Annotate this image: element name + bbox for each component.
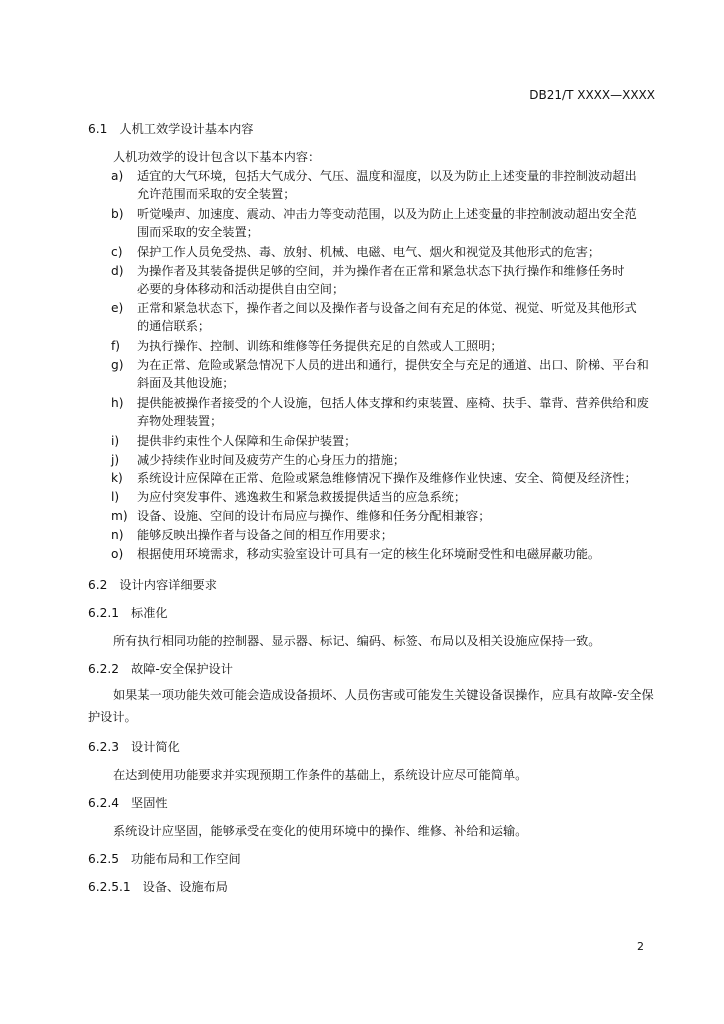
list-item	[111, 243, 600, 260]
section-6-2-1-body: 所有执行相同功能的控制器、显示器、标记、编码、标签、布局以及相关设施应保持一致。	[113, 634, 601, 648]
list-item-text: 正常和紧急状态下，操作者之间以及操作者与设备之间有充足的体觉、视觉、听觉及其他形式	[137, 301, 637, 316]
section-6-1-intro: 人机功效学的设计包含以下基本内容：	[113, 150, 321, 164]
list-item-label: m)	[111, 509, 128, 524]
list-item	[111, 299, 637, 334]
list-item	[111, 451, 405, 468]
section-title: 人机工效学设计基本内容	[119, 122, 254, 136]
section-6-2-4-body: 系统设计应坚固，能够承受在变化的使用环境中的操作、维修、补给和运输。	[113, 824, 528, 838]
section-6-2-5-heading	[88, 850, 241, 867]
section-6-2-2-heading	[88, 660, 233, 677]
list-item-label: a)	[111, 169, 124, 183]
list-item-label: d)	[111, 263, 124, 278]
list-item-label: h)	[111, 395, 124, 410]
section-title: 故障-安全保护设计	[131, 662, 233, 676]
list-item	[111, 507, 490, 524]
list-item	[111, 432, 356, 449]
section-number: 6.2.5	[88, 852, 120, 866]
section-title: 设计内容详细要求	[119, 578, 217, 592]
section-title: 功能布局和工作空间	[131, 852, 241, 866]
list-item-text: 根据使用环境需求，移动实验室设计可具有一定的核生化环境耐受性和电磁屏蔽功能。	[137, 547, 601, 561]
page-number: 2	[637, 940, 644, 953]
list-item	[111, 356, 649, 390]
list-item-text: 设备、设施、空间的设计布局应与操作、维修和任务分配相兼容；	[137, 509, 491, 524]
list-item-text: 为应付突发事件、逃逸救生和紧急救援提供适当的应急系统；	[137, 490, 467, 505]
list-item-label: b)	[111, 206, 124, 221]
list-item-label: g)	[111, 358, 124, 372]
section-6-2-5-1-heading	[88, 878, 228, 895]
section-title: 设备、设施布局	[142, 880, 228, 894]
list-item-text: 提供能被操作者接受的个人设施，包括人体支撑和约束装置、座椅、扶手、靠背、营养供给和废	[137, 395, 649, 410]
list-item-label: n)	[111, 528, 124, 543]
section-number: 6.2	[88, 578, 108, 592]
section-6-2-1-heading	[88, 604, 168, 621]
section-number: 6.2.5.1	[88, 880, 131, 894]
list-item	[111, 262, 625, 296]
list-item	[111, 545, 600, 562]
list-item-text: 能够反映出操作者与设备之间的相互作用要求；	[137, 528, 393, 543]
list-item-text: 听觉噪声、加速度、震动、冲击力等变动范围，以及为防止上述变量的非控制波动超出安全范	[137, 206, 637, 221]
section-number: 6.2.2	[88, 662, 120, 676]
section-title: 设计简化	[131, 740, 180, 754]
list-item-text-continued: 必要的身体移动和活动提供自由空间；	[137, 281, 345, 296]
list-item-text-continued: 围而采取的安全装置；	[137, 224, 259, 239]
list-item-label: o)	[111, 547, 124, 561]
list-item-label: f)	[111, 339, 121, 354]
section-title: 标准化	[131, 606, 168, 620]
section-6-2-heading	[88, 576, 217, 593]
section-number: 6.2.3	[88, 740, 120, 754]
list-item	[111, 337, 503, 354]
list-item	[111, 205, 637, 239]
section-number: 6.2.1	[88, 606, 120, 620]
list-item-text-continued: 的通信联系；	[137, 319, 211, 334]
list-item	[111, 526, 393, 543]
section-6-2-3-heading	[88, 738, 180, 755]
list-item-text: 提供非约束性个人保障和生命保护装置；	[137, 433, 357, 448]
section-title: 坚固性	[131, 796, 168, 810]
section-6-2-2-body: 如果某一项功能失效可能会造成设备损坏、人员伤害或可能发生关键设备误操作，应具有故障-安全保护设计。	[88, 688, 654, 724]
list-item	[111, 394, 649, 428]
list-item-text: 为操作者及其装备提供足够的空间，并为操作者在正常和紧急状态下执行操作和维修任务时	[137, 263, 625, 278]
list-item-label: k)	[111, 471, 123, 486]
list-item	[111, 488, 466, 505]
section-number: 6.2.4	[88, 796, 120, 810]
list-item-text: 系统设计应保障在正常、危险或紧急维修情况下操作及维修作业快速、安全、简便及经济性；	[137, 471, 637, 486]
section-6-1-heading	[88, 120, 253, 137]
section-number: 6.1	[88, 122, 108, 136]
section-6-2-3-body: 在达到使用功能要求并实现预期工作条件的基础上，系统设计应尽可能简单。	[113, 768, 528, 782]
list-item	[111, 167, 637, 201]
document-code: DB21/T XXXX—XXXX	[529, 88, 655, 102]
section-6-2-4-heading	[88, 794, 168, 811]
list-item-text: 减少持续作业时间及疲劳产生的心身压力的措施；	[137, 452, 406, 467]
list-item-text: 保护工作人员免受热、毒、放射、机械、电磁、电气、烟火和视觉及其他形式的危害；	[137, 244, 601, 259]
list-item-label: j)	[111, 452, 120, 467]
list-item-text-continued: 斜面及其他设施；	[137, 376, 235, 390]
list-item-label: i)	[111, 433, 120, 448]
list-item-text: 适宜的大气环境，包括大气成分、气压、温度和湿度，以及为防止上述变量的非控制波动超出	[137, 169, 637, 183]
list-item-text-continued: 弃物处理装置；	[137, 413, 223, 428]
list-item-text: 为执行操作、控制、训练和维修等任务提供充足的自然或人工照明；	[137, 339, 503, 354]
list-item-label: e)	[111, 301, 124, 316]
list-item	[111, 469, 637, 486]
list-item-text: 为在正常、危险或紧急情况下人员的进出和通行，提供安全与充足的通道、出口、阶梯、平台和	[137, 358, 649, 372]
list-item-label: l)	[111, 490, 120, 505]
list-item-label: c)	[111, 244, 123, 259]
list-item-text-continued: 允许范围而采取的安全装置；	[137, 187, 296, 201]
